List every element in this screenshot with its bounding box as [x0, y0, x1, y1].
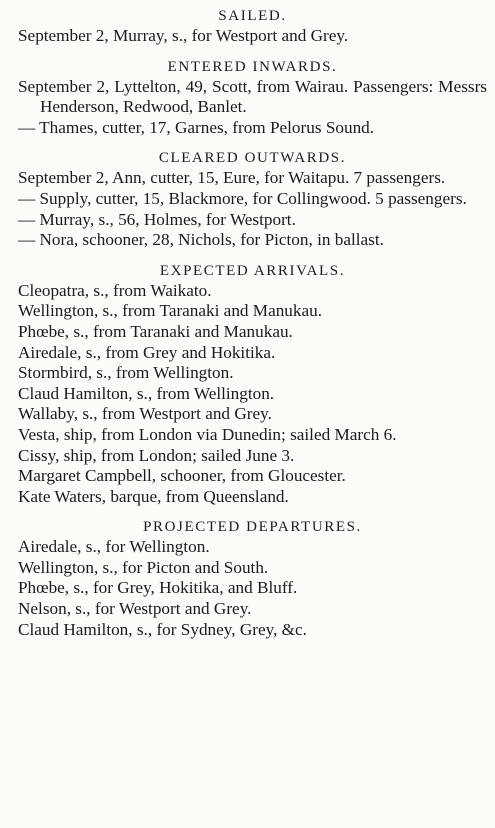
expected-arrival-entry: Phœbe, s., from Taranaki and Manukau.	[18, 321, 293, 341]
expected-arrival-entry: Airedale, s., from Grey and Hokitika.	[18, 342, 276, 362]
expected-arrival-entry: Stormbird, s., from Wellington.	[18, 363, 234, 383]
cleared-outwards-entry: — Murray, s., 56, Holmes, for Westport.	[18, 209, 296, 229]
expected-arrival-entry: Cissy, ship, from London; sailed June 3.	[18, 445, 295, 465]
projected-departure-entry: Phœbe, s., for Grey, Hokitika, and Bluff.	[18, 578, 298, 598]
expected-arrival-entry: Claud Hamilton, s., from Wellington.	[18, 383, 275, 403]
expected-arrival-entry: Kate Waters, barque, from Queensland.	[18, 486, 289, 506]
expected-arrival-entry: Cleopatra, s., from Waikato.	[18, 280, 212, 300]
section-heading-expected-arrivals: EXPECTED ARRIVALS.	[159, 262, 346, 279]
section-heading-sailed: SAILED.	[218, 8, 287, 24]
cleared-outwards-entry: September 2, Ann, cutter, 15, Eure, for Waitapu. 7 passengers.	[18, 168, 446, 188]
sailed-entry: September 2, Murray, s., for Westport and Grey.	[18, 26, 349, 45]
cleared-outwards-entry: — Nora, schooner, 28, Nichols, for Picton, in ballast.	[18, 230, 384, 250]
entered-inwards-entry: — Thames, cutter, 17, Garnes, from Pelorus Sound.	[18, 117, 375, 137]
section-heading-projected-departures: PROJECTED DEPARTURES.	[143, 519, 362, 536]
entered-inwards-entry: September 2, Lyttelton, 49, Scott, from Wairau. Passengers: Messrs Henderson, Redwood, Banlet.	[18, 76, 487, 117]
expected-arrival-entry: Vesta, ship, from London via Dunedin; sailed March 6.	[18, 424, 397, 444]
section-heading-entered-inwards: ENTERED INWARDS.	[167, 58, 338, 75]
projected-departure-entry: Wellington, s., for Picton and South.	[18, 557, 269, 577]
expected-arrival-entry: Wellington, s., from Taranaki and Manukau.	[18, 301, 323, 321]
section-heading-cleared-outwards: CLEARED OUTWARDS.	[158, 150, 347, 167]
projected-departure-entry: Airedale, s., for Wellington.	[18, 537, 210, 557]
cleared-outwards-entry: — Supply, cutter, 15, Blackmore, for Collingwood. 5 passengers.	[18, 188, 467, 208]
projected-departure-entry: Nelson, s., for Westport and Grey.	[18, 599, 252, 619]
expected-arrival-entry: Wallaby, s., from Westport and Grey.	[18, 404, 272, 424]
expected-arrival-entry: Margaret Campbell, schooner, from Gloucester.	[18, 466, 346, 486]
projected-departure-entry: Claud Hamilton, s., for Sydney, Grey, &c.	[18, 619, 307, 639]
